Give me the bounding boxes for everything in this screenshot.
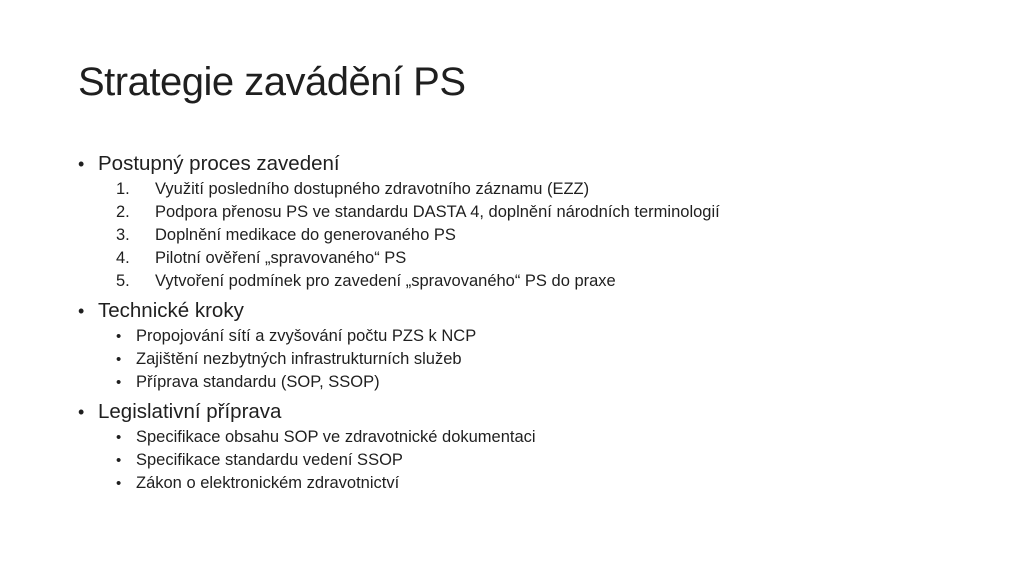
- list-item: [78, 201, 978, 224]
- bullet-icon: •: [116, 429, 122, 446]
- bullet-icon: •: [116, 374, 122, 391]
- list-item: [78, 472, 978, 495]
- section-technicke-kroky: [78, 297, 978, 394]
- bullet-list: [78, 325, 978, 394]
- list-item: [78, 325, 978, 348]
- bullet-icon: •: [78, 154, 85, 174]
- list-item-text: Podpora přenosu PS ve standardu DASTA 4, doplnění národních terminologií: [155, 203, 720, 221]
- list-item-text: Vytvoření podmínek pro zavedení „spravovaného“ PS do praxe: [155, 272, 616, 290]
- slide-content: [78, 150, 978, 495]
- list-number: 1.: [116, 180, 130, 198]
- list-item-text: Zajištění nezbytných infrastrukturních služeb: [136, 350, 462, 368]
- list-item: [78, 178, 978, 201]
- list-item-text: Specifikace standardu vedení SSOP: [136, 451, 403, 469]
- list-item: [78, 426, 978, 449]
- section-heading-text: Technické kroky: [98, 299, 244, 322]
- bullet-icon: •: [116, 328, 122, 345]
- list-item-text: Zákon o elektronickém zdravotnictví: [136, 474, 400, 492]
- list-number: 2.: [116, 203, 130, 221]
- section-heading: [78, 150, 978, 178]
- list-item: [78, 449, 978, 472]
- slide-title: Strategie zavádění PS: [78, 60, 466, 104]
- list-item-text: Propojování sítí a zvyšování počtu PZS k NCP: [136, 327, 477, 345]
- bullet-icon: •: [116, 452, 122, 469]
- list-number: 3.: [116, 226, 130, 244]
- list-item-text: Specifikace obsahu SOP ve zdravotnické dokumentaci: [136, 428, 536, 446]
- section-legislativni-priprava: [78, 398, 978, 495]
- list-item: [78, 224, 978, 247]
- list-item: [78, 270, 978, 293]
- bullet-icon: •: [116, 351, 122, 368]
- list-item: [78, 371, 978, 394]
- list-item-text: Pilotní ověření „spravovaného“ PS: [155, 249, 407, 267]
- numbered-list: [78, 178, 978, 293]
- list-number: 5.: [116, 272, 130, 290]
- list-item: [78, 247, 978, 270]
- bullet-icon: •: [78, 402, 85, 422]
- list-item-text: Využití posledního dostupného zdravotního záznamu (EZZ): [155, 180, 590, 198]
- list-number: 4.: [116, 249, 130, 267]
- section-heading: [78, 398, 978, 426]
- section-postupny-proces: [78, 150, 978, 293]
- list-item-text: Doplnění medikace do generovaného PS: [155, 226, 456, 244]
- section-heading: [78, 297, 978, 325]
- bullet-icon: •: [116, 475, 122, 492]
- list-item: [78, 348, 978, 371]
- bullet-icon: •: [78, 301, 85, 321]
- list-item-text: Příprava standardu (SOP, SSOP): [136, 373, 380, 391]
- section-heading-text: Postupný proces zavedení: [98, 152, 340, 175]
- bullet-list: [78, 426, 978, 495]
- section-heading-text: Legislativní příprava: [98, 400, 282, 423]
